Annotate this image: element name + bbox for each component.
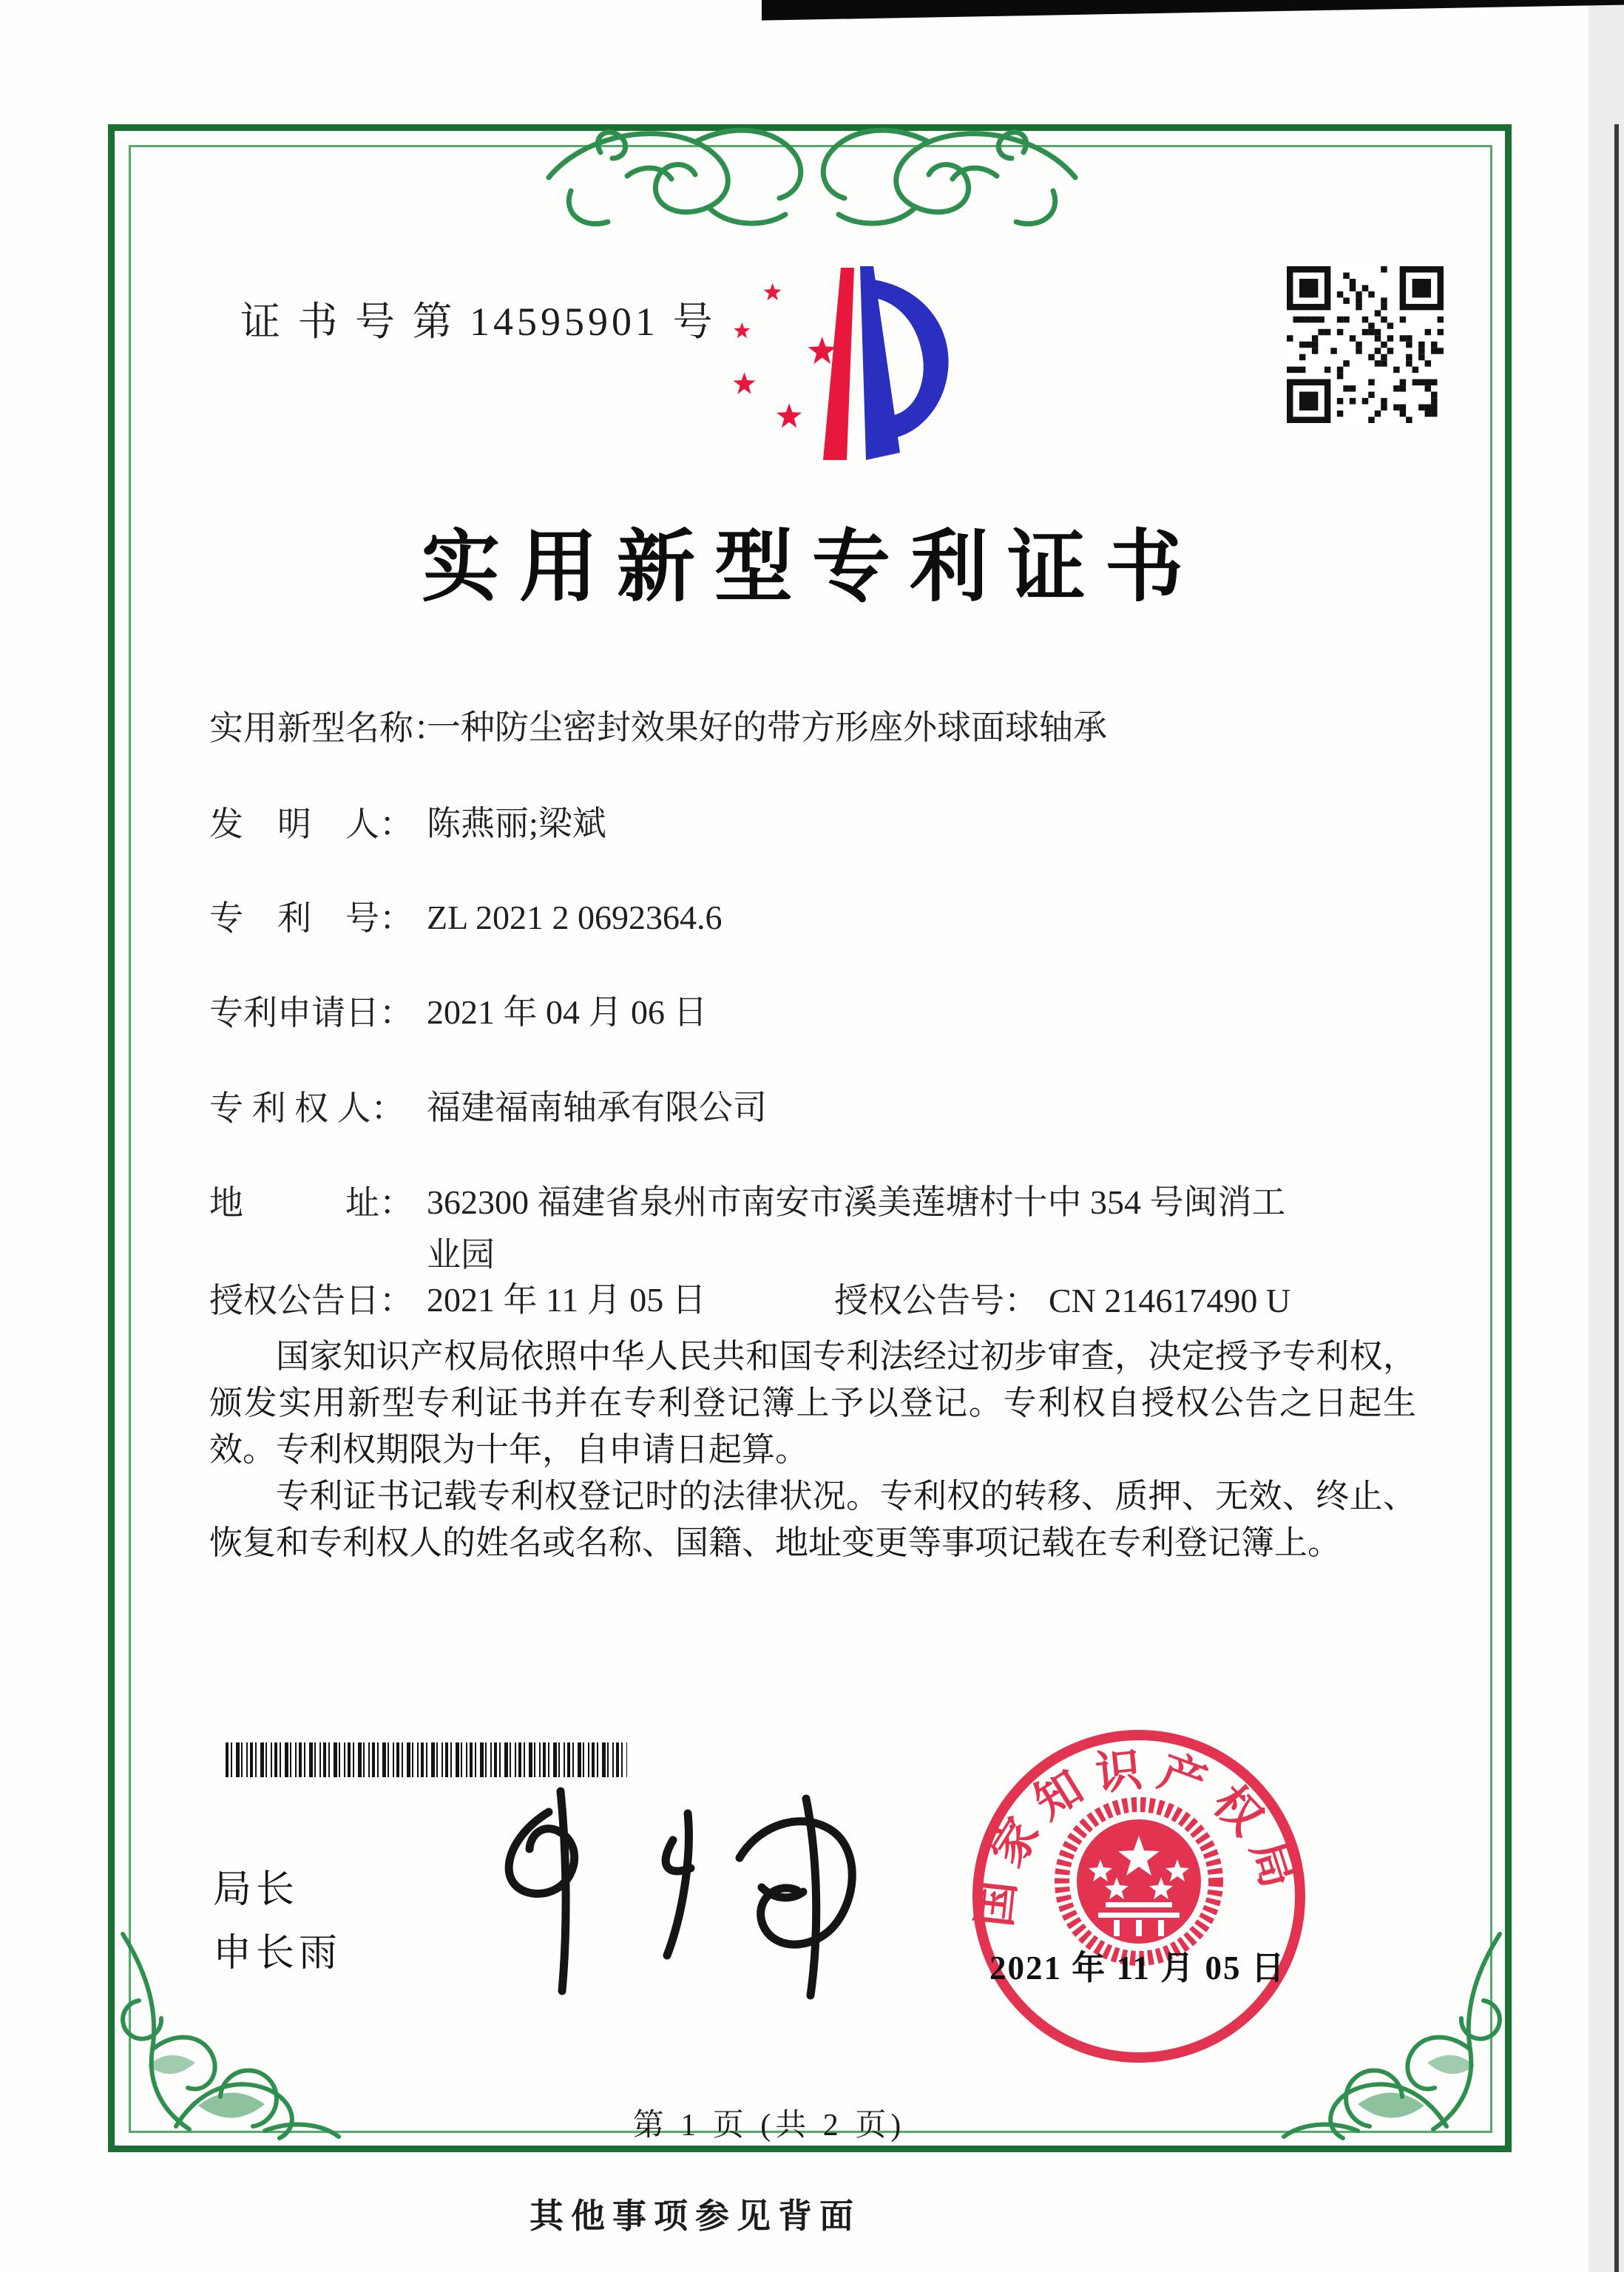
field-value: 2021 年 11 月 05 日 (427, 1281, 706, 1319)
field-label: 专利申请日： (209, 994, 413, 1032)
field-value: CN 214617490 U (1049, 1282, 1291, 1319)
field-grant-number (834, 1274, 1290, 1322)
signature (392, 1769, 873, 2006)
legal-paragraph-1: 国家知识产权局依照中华人民共和国专利法经过初步审查，决定授予专利权，颁发实用新型专利证书并在专利登记簿上予以登记。专利权自授权公告之日起生效。专利权期限为十年，自申请日起算。 (209, 1338, 1416, 1468)
field-value: ZL 2021 2 0692364.6 (427, 899, 723, 936)
qr-code (1287, 266, 1444, 423)
field-label: 发 明 人： (209, 805, 413, 843)
cnipa-logo (728, 259, 958, 475)
seal-date: 2021 年 11 月 05 日 (989, 1950, 1286, 1987)
field-label: 专 利 权 人： (209, 1089, 405, 1127)
back-note: 其他事项参见背面 (530, 2197, 861, 2235)
field-value: 2021 年 04 月 06 日 (427, 993, 708, 1031)
field-grant-date (209, 1274, 706, 1326)
field-value: 陈燕丽;梁斌 (427, 805, 606, 842)
field-value: 362300 福建省泉州市南安市溪美莲塘村十中 354 号闽消工业园 (427, 1183, 1286, 1274)
national-emblem (1062, 1805, 1216, 1958)
director-title: 局长 (213, 1868, 300, 1911)
legal-paragraph-2: 专利证书记载专利权登记时的法律状况。专利权的转移、质押、无效、终止、恢复和专利权人的姓名或名称、国籍、地址变更等事项记载在专利登记簿上。 (209, 1478, 1416, 1561)
field-patent-number (209, 891, 723, 944)
field-label: 实用新型名称： (209, 709, 447, 747)
scan-artifact-top (762, 0, 1624, 22)
legal-text (209, 1333, 1416, 1566)
field-label: 授权公告号： (834, 1282, 1038, 1319)
page-number: 第 1 页 (共 2 页) (632, 2109, 906, 2143)
field-value: 福建福南轴承有限公司 (427, 1089, 767, 1126)
seal-org-text: 国家知识产权局 (970, 1744, 1307, 1930)
field-label: 专 利 号： (209, 899, 413, 937)
field-filing-date (209, 986, 708, 1038)
field-address (209, 1176, 1288, 1282)
certificate-title: 实用新型专利证书 (422, 524, 1202, 611)
field-value: 一种防尘密封效果好的带方形座外球面球轴承 (427, 709, 1107, 746)
field-patentee (209, 1081, 767, 1134)
field-utility-model-name (209, 701, 1107, 754)
certificate-number: 证 书 号 第 14595901 号 (240, 300, 717, 344)
official-seal (967, 1725, 1311, 2069)
field-label: 授权公告日： (209, 1282, 413, 1319)
field-label: 地 址： (209, 1184, 413, 1222)
scan-page-edge (1614, 124, 1619, 2272)
director-name: 申长雨 (213, 1932, 342, 1975)
dragon-scroll-ornament (538, 109, 1086, 250)
field-inventor (209, 797, 606, 850)
